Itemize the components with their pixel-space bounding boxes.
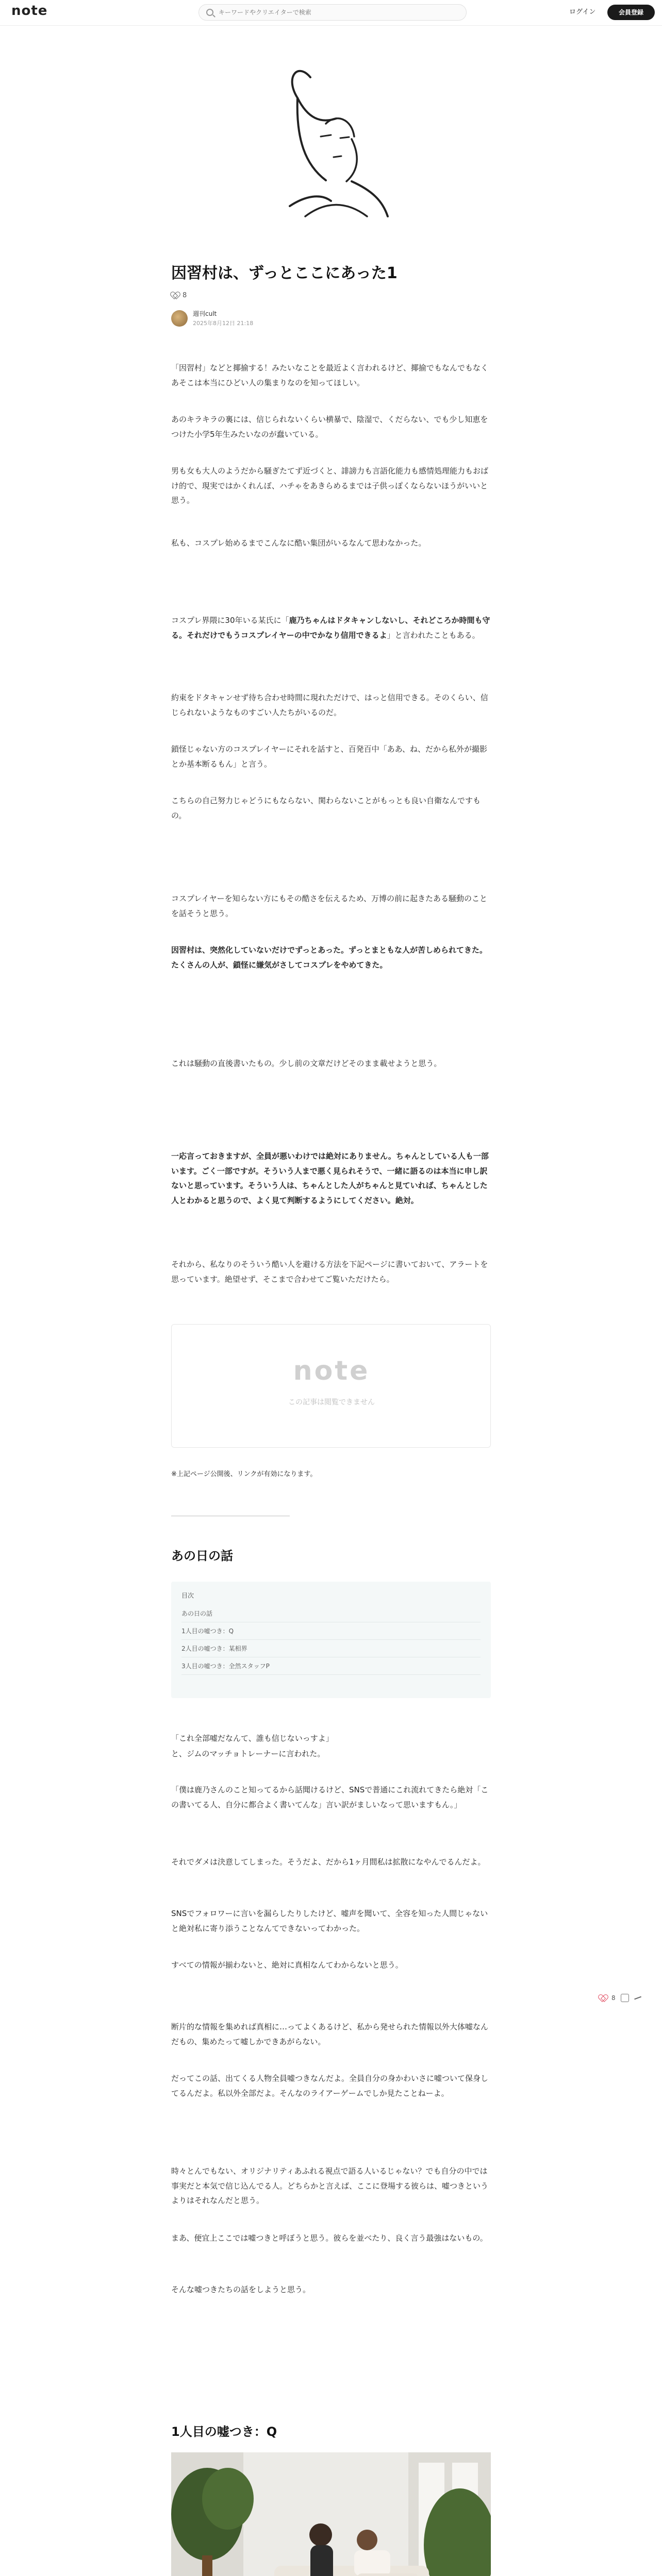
toc-item[interactable]: 3人目の嘘つき：全然スタッフP [181, 1657, 481, 1675]
body-paragraph: 鎖怪じゃない方のコスプレイヤーにそれを話すと、百発百中「ああ、ね、だから私外が撮影とか基本断るもん」と言う。 [171, 744, 488, 769]
toc-item[interactable]: 1人目の嘘つき：Q [181, 1622, 481, 1640]
body-paragraph: 「因習村」などと揶揄する！みたいなことを最近よく言われるけど、揶揄でもなんでもなくあそこは本当にひどい人の集まりなのを知ってほしい。 [171, 363, 489, 387]
body-paragraph: 約束をドタキャンせず待ち合わせ時間に現れただけで、はっと信用できる。そのくらい、信じられないようなものすごい人たちがいるのだ。 [171, 693, 488, 717]
body-paragraph-bold: 因習村は、突然化していないだけでずっとあった。ずっとまともな人が苦しめられてきた。たくさんの人が、鎖怪に嫌気がさしてコスプレをやめてきた。 [171, 945, 488, 970]
login-button[interactable]: ログイン [569, 8, 596, 16]
body-paragraph: まあ、便宜上ここでは嘘つきと呼ぼうと思う。彼らを並べたり、良く言う最強はないもの。 [171, 2233, 488, 2243]
search-icon [206, 9, 213, 16]
toc-item[interactable]: 2人目の嘘つき：某相界 [181, 1640, 481, 1657]
body-paragraph: これは騒動の直後書いたもの。少し前の文章だけどそのまま載せようと思う。 [171, 1059, 442, 1068]
body-paragraph: それでダメは決意してしまった。そうだよ、だから1ヶ月間私は拡散になやんでるんだよ。 [171, 1857, 486, 1867]
article-photo [171, 2452, 491, 2576]
note-logo[interactable]: note [11, 3, 48, 19]
paywall-card [171, 1324, 491, 1448]
toc-item[interactable]: あの日の話 [181, 1605, 481, 1622]
body-paragraph: そんな嘘つきたちの話をしようと思う。 [171, 2285, 311, 2294]
article-hero-illustration [249, 46, 413, 232]
body-paragraph: 断片的な情報を集めれば真相に…ってよくあるけど、私から発せられた情報以外大体嘘なんだもの、集めたって嘘しかできあがらない。 [171, 2022, 489, 2046]
publish-date: 2025年8月12日 21:18 [193, 320, 254, 327]
author-name[interactable]: 週刊cult [193, 310, 217, 317]
body-paragraph: 「これ全部嘘だなんて、誰も信じないっすよ」 [171, 1734, 334, 1743]
like-count: 8 [183, 292, 187, 299]
section-heading: 1人目の嘘つき：Q [171, 2425, 277, 2439]
note-logo: note [293, 1355, 370, 1386]
body-paragraph: SNSでフォロワーに言いを漏らしたりしたけど、嘘声を聞いて、全容を知った人間じゃないと絶対私に寄り添うことなんてできないってわかった。 [171, 1909, 488, 1933]
share-icon[interactable] [634, 1994, 642, 2002]
heart-icon[interactable] [171, 292, 178, 299]
register-button[interactable]: 会員登録 [607, 5, 655, 20]
like-heart-icon[interactable] [599, 1995, 606, 2002]
text-run: 」と言われたこともある。 [387, 630, 480, 640]
body-paragraph: と、ジムのマッチョトレーナーに言われた。 [171, 1749, 325, 1758]
body-paragraph: すべての情報が揃わないと、絶対に真相なんてわからないと思う。 [171, 1960, 403, 1970]
table-of-contents [171, 1582, 491, 1698]
search-input[interactable] [219, 9, 445, 16]
note-text: ※上記ページ公開後、リンクが有効になります。 [171, 1470, 317, 1478]
like-bar[interactable] [171, 292, 187, 299]
body-paragraph [171, 613, 491, 642]
global-header [0, 0, 662, 26]
body-paragraph: 男も女も大人のようだから騒ぎたてず近づくと、誹謗力も言語化能力も感情処理能力もおばけ的で、現実ではかくれんぼ、ハチゃをあきらめるまでは子供っぽくならないほうがいいと思う。 [171, 466, 489, 505]
emphasis-text: 鹿乃ちゃんはドタキャンしないし、それどころか時間も守る。それだけでもうコスプレイヤーの中でかなり信用できるよ [171, 616, 490, 640]
body-paragraph: 私も、コスプレ始めるまでこんなに酷い集団がいるなんて思わなかった。 [171, 538, 426, 548]
toc-title[interactable]: 目次 [181, 1592, 194, 1599]
like-count: 8 [611, 1994, 616, 2002]
body-paragraph-bold: 一応言っておきますが、全員が悪いわけでは絶対にありません。ちゃんとしている人も一部います。ごく一部ですが。そういう人まで悪く見られそうで、一緒に語るのは本当に申し訳ないと思っています。そういう人は、ちゃんとした人がちゃんと見ていれば、ちゃんとした人とわかると思うので、よく見て判断するようにしてください。絶対。 [171, 1151, 489, 1205]
search-bar[interactable] [198, 4, 467, 21]
paywall-message: この記事は閲覧できません [288, 1398, 375, 1406]
text-run: コスプレ界隈に30年いる某氏に「 [171, 616, 289, 625]
body-paragraph: コスプレイヤーを知らない方にもその酷さを伝えるため、万博の前に起きたある騒動のことを話そうと思う。 [171, 894, 488, 918]
author-block[interactable] [171, 309, 253, 327]
body-paragraph: あのキラキラの裏には、信じられないくらい横暴で、陰湿で、くだらない、でも少し知恵をつけた小学5年生みたいなのが蠢いている。 [171, 415, 488, 439]
body-paragraph: だってこの話、出てくる人物全員嘘つきなんだよ。全員自分の身かわいさに嘘ついて保身してるんだよ。私以外全部だよ。そんなのライアーゲームでしか見たことねーよ。 [171, 2074, 489, 2098]
body-paragraph: こちらの自己努力じゃどうにもならない、関わらないことがもっとも良い自衛なんですもの。 [171, 796, 481, 820]
body-paragraph: 時々とんでもない、オリジナリティあふれる視点で語る人いるじゃない？でも自分の中では事実だと本気で信じ込んでる人。どちらかと言えば、ここに登場する彼らは、嘘つきというよりはそれなんだと思う。 [171, 2166, 489, 2205]
body-paragraph: それから、私なりのそういう酷い人を避ける方法を下記ページに書いておいて、アラートを思っています。絶望せず、そこまで合わせてご覧いただけたら。 [171, 1260, 488, 1284]
reaction-bar [599, 1994, 642, 2002]
body-paragraph: 「僕は鹿乃さんのこと知ってるから話聞けるけど、SNSで普通にこれ流れてきたら絶対「この書いてる人、自分に都合よく書いてんな」言い訳がましいなって思いますもん。」 [171, 1785, 489, 1809]
section-heading: あの日の話 [171, 1549, 233, 1563]
bookmark-icon[interactable] [621, 1994, 629, 2002]
avatar[interactable] [171, 310, 188, 327]
article-title: 因習村は、ずっとここにあった1 [171, 264, 398, 282]
